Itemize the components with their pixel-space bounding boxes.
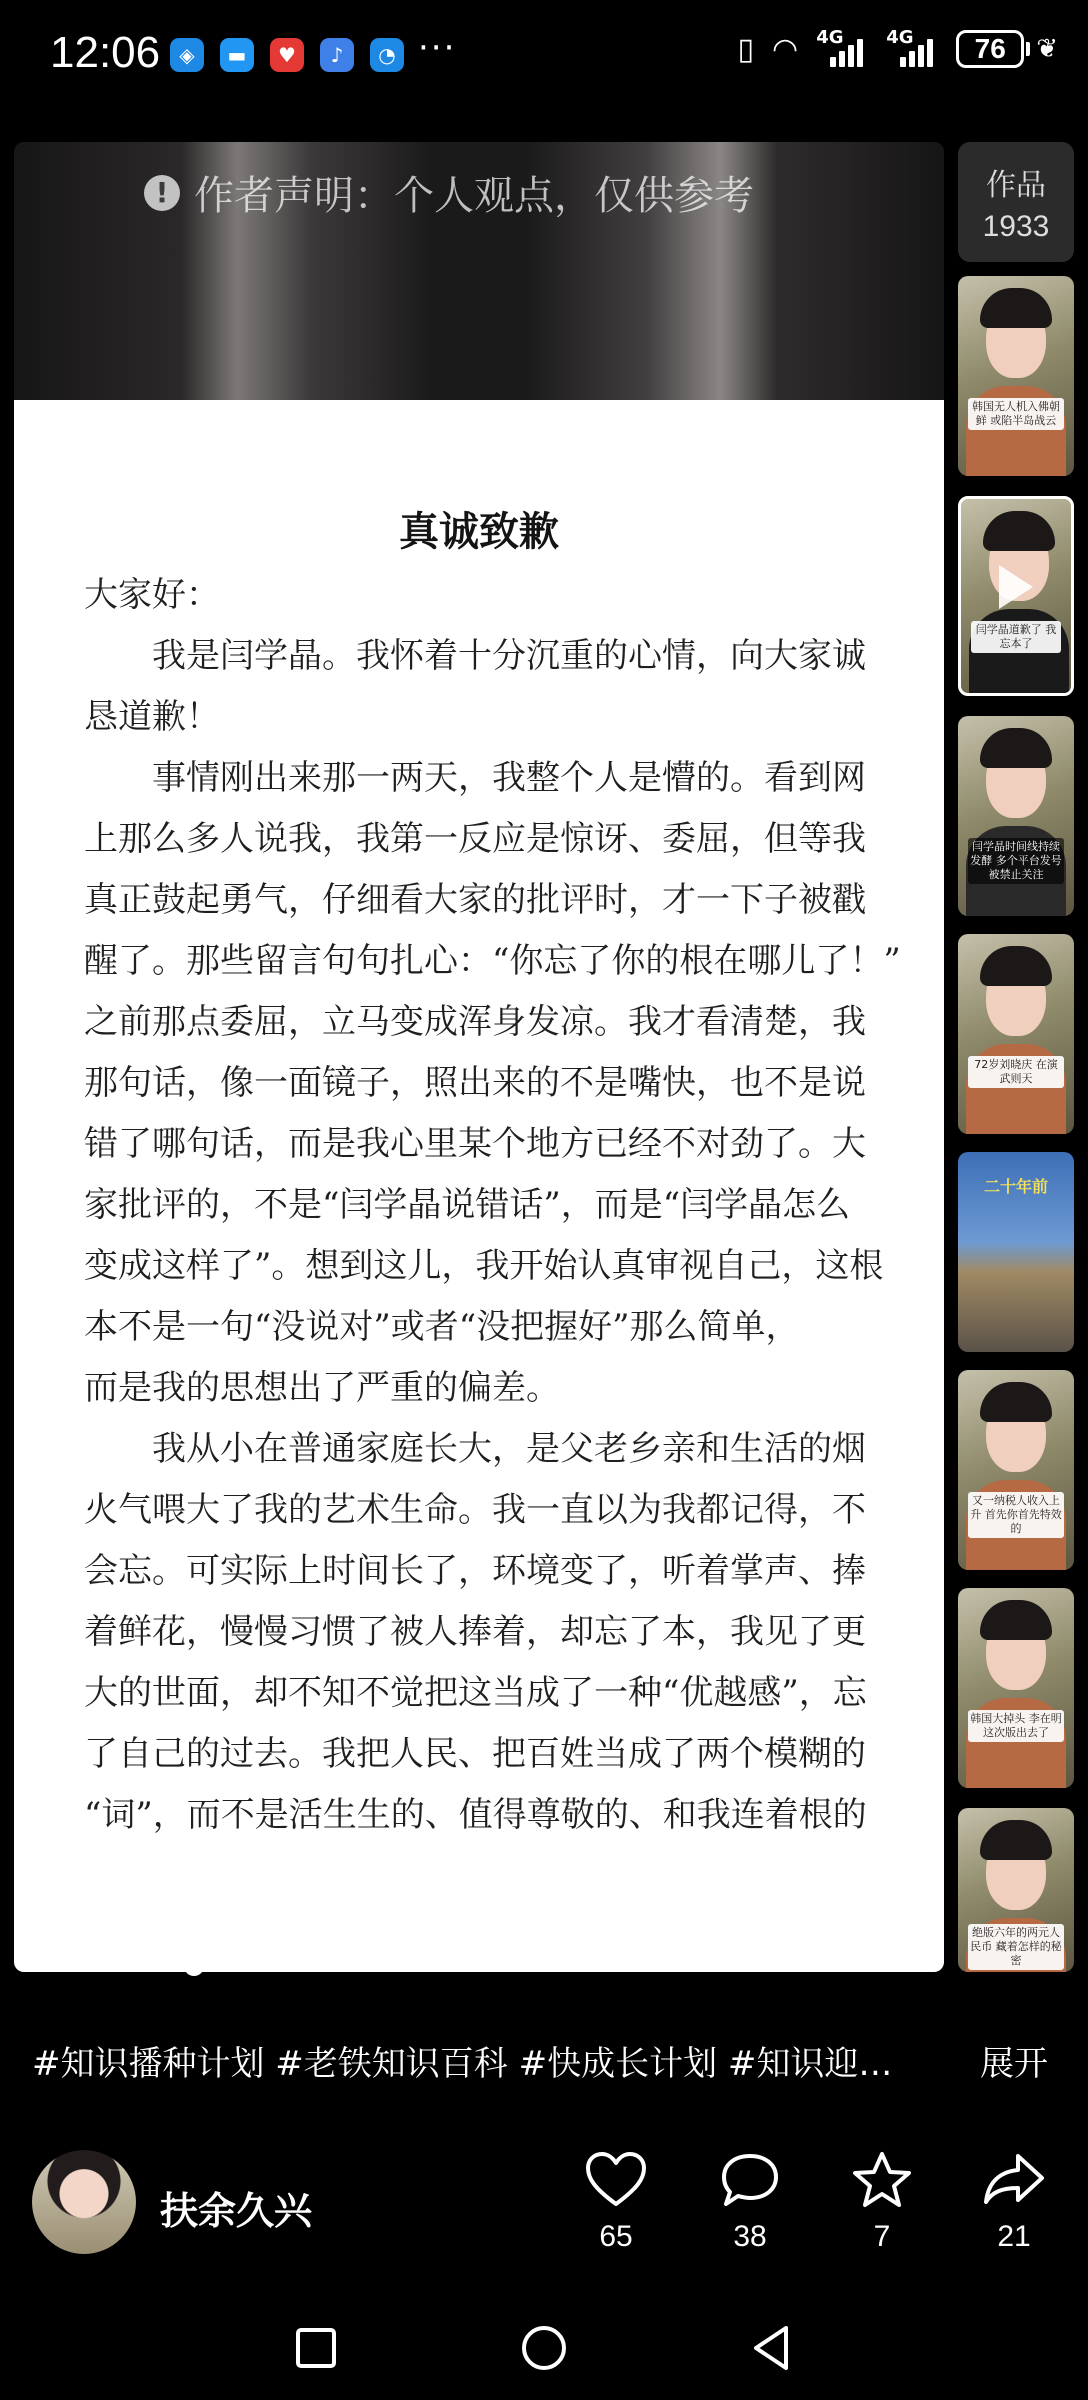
thumbnail-5[interactable] <box>958 1152 1074 1352</box>
thumbnail-8[interactable] <box>958 1808 1074 1972</box>
letter-line: 我是闫学晶。我怀着十分沉重的心情，向大家诚 <box>84 636 866 676</box>
letter-line: 变成这样了”。想到这儿，我开始认真审视自己，这根 <box>84 1246 884 1286</box>
thumbnail-caption: 72岁刘晓庆 在演武则天 <box>968 1056 1064 1088</box>
signal-label-2: 4G <box>886 27 914 48</box>
comment-count: 38 <box>733 2220 767 2253</box>
thumbnail-caption: 绝版六年的两元人民币 藏着怎样的秘密 <box>968 1924 1064 1970</box>
app-icon-chat: ▬ <box>220 38 254 72</box>
works-label: 作品 <box>986 168 1046 203</box>
home-circle-icon[interactable] <box>514 2318 574 2378</box>
letter-line: 恳道歉！ <box>84 697 220 737</box>
letter-line: 错了哪句话，而是我心里某个地方已经不对劲了。大 <box>84 1124 866 1164</box>
exclamation-icon: ! <box>144 175 180 211</box>
wifi-icon: ◠ <box>772 31 799 67</box>
battery-level: 76 <box>956 30 1024 68</box>
app-icon-music: ♪ <box>320 38 354 72</box>
thumbnail-3[interactable] <box>958 716 1074 916</box>
expand-button[interactable]: 展开 <box>980 2044 1048 2084</box>
letter-line: 大家好： <box>84 575 220 615</box>
letter-line: 上那么多人说我，我第一反应是惊讶、委屈，但等我 <box>84 819 866 859</box>
signal-icon-2 <box>886 27 938 67</box>
app-icon-blue-box: ◈ <box>170 38 204 72</box>
more-notifications-icon: ··· <box>418 28 457 68</box>
letter-line: 家批评的，不是“闫学晶说错话”，而是“闫学晶怎么 <box>84 1185 851 1225</box>
letter-line: 我从小在普通家庭长大，是父老乡亲和生活的烟 <box>84 1429 866 1469</box>
app-icon-red-heart: ♥ <box>270 38 304 72</box>
status-bar <box>0 0 1088 110</box>
letter-line: 着鲜花，慢慢习惯了被人捧着，却忘了本，我见了更 <box>84 1612 866 1652</box>
video-player[interactable] <box>14 142 944 1972</box>
letter-title: 真诚致歉 <box>399 508 559 555</box>
thumbnail-caption: 韩国大掉头 李在明 这次版出去了 <box>968 1710 1064 1742</box>
share-count: 21 <box>997 2220 1031 2253</box>
disclaimer-text: 作者声明：个人观点，仅供参考 <box>194 173 754 219</box>
letter-line: 大的世面，却不知不觉把这当成了一种“优越感”，忘 <box>84 1673 867 1713</box>
thumbnail-2-current[interactable] <box>958 496 1074 696</box>
author-avatar[interactable] <box>32 2150 136 2254</box>
works-count-box[interactable] <box>958 142 1074 262</box>
comment-icon <box>718 2150 782 2210</box>
thumbnail-caption: 闫学晶道歉了 我忘本了 <box>971 621 1061 653</box>
letter-line: 真正鼓起勇气，仔细看大家的批评时，才一下子被戳 <box>84 880 866 920</box>
thumbnail-caption: 闫学晶时间线持续发酵 多个平台发号被禁止关注 <box>968 838 1064 884</box>
letter-line: 了自己的过去。我把人民、把百姓当成了两个模糊的 <box>84 1734 866 1774</box>
status-time: 12:06 <box>50 28 161 77</box>
battery-icon <box>956 30 1058 68</box>
recent-apps-square-icon[interactable] <box>286 2318 346 2378</box>
letter-line: 而是我的思想出了严重的偏差。 <box>84 1368 560 1408</box>
author-disclaimer <box>144 164 754 221</box>
vibrate-icon: ▯ <box>737 31 755 67</box>
hashtags[interactable]: #知识播种计划 #老铁知识百科 #快成长计划 #知识迎… <box>32 2044 893 2084</box>
comment-button[interactable] <box>700 2150 800 2254</box>
letter-line: 那句话，像一面镜子，照出来的不是嘴快，也不是说 <box>84 1063 866 1103</box>
thumbnail-4[interactable] <box>958 934 1074 1134</box>
system-icons <box>737 27 1059 68</box>
letter-line: 之前那点委屈，立马变成浑身发凉。我才看清楚，我 <box>84 1002 866 1042</box>
signal-label-1: 4G <box>816 27 844 48</box>
author-name[interactable]: 扶余久兴 <box>160 2189 313 2233</box>
system-nav-bar <box>0 2300 1088 2400</box>
favorite-button[interactable] <box>832 2150 932 2254</box>
letter-line: 事情刚出来那一两天，我整个人是懵的。看到网 <box>84 758 866 798</box>
star-icon <box>850 2150 914 2210</box>
share-button[interactable] <box>964 2150 1064 2254</box>
thumbnail-caption: 韩国无人机入佛朝鲜 或陷半岛战云 <box>968 398 1064 430</box>
share-arrow-icon <box>982 2150 1046 2210</box>
video-progress-handle[interactable] <box>184 1956 204 1976</box>
favorite-count: 7 <box>873 2220 891 2253</box>
thumbnail-1[interactable] <box>958 276 1074 476</box>
like-count: 65 <box>599 2220 633 2253</box>
leaf-icon: ❦ <box>1036 34 1058 64</box>
thumbnail-caption: 又一纳税人收入上升 首先你首先特效的 <box>968 1492 1064 1538</box>
signal-icon-1 <box>816 27 868 67</box>
letter-line: 会忘。可实际上时间长了，环境变了，听着掌声、捧 <box>84 1551 866 1591</box>
apology-letter <box>14 400 944 1972</box>
works-count: 1933 <box>982 210 1050 243</box>
thumbnail-caption: 二十年前 <box>983 1177 1048 1196</box>
play-icon <box>999 565 1033 609</box>
back-triangle-icon[interactable] <box>742 2318 802 2378</box>
like-button[interactable] <box>566 2150 666 2254</box>
letter-line: 火气喂大了我的艺术生命。我一直以为我都记得，不 <box>84 1490 866 1530</box>
thumbnail-7[interactable] <box>958 1588 1074 1788</box>
notification-icons <box>170 38 404 72</box>
letter-line: 本不是一句“没说对”或者“没把握好”那么简单， <box>84 1307 800 1347</box>
thumbnail-6[interactable] <box>958 1370 1074 1570</box>
app-icon-cloud: ◔ <box>370 38 404 72</box>
letter-line: 醒了。那些留言句句扎心：“你忘了你的根在哪儿了！” <box>84 941 901 981</box>
letter-line: “词”，而不是活生生的、值得尊敬的、和我连着根的 <box>84 1795 867 1835</box>
letter-body <box>84 565 901 1846</box>
heart-icon <box>584 2150 648 2210</box>
video-frame-top <box>14 142 944 402</box>
